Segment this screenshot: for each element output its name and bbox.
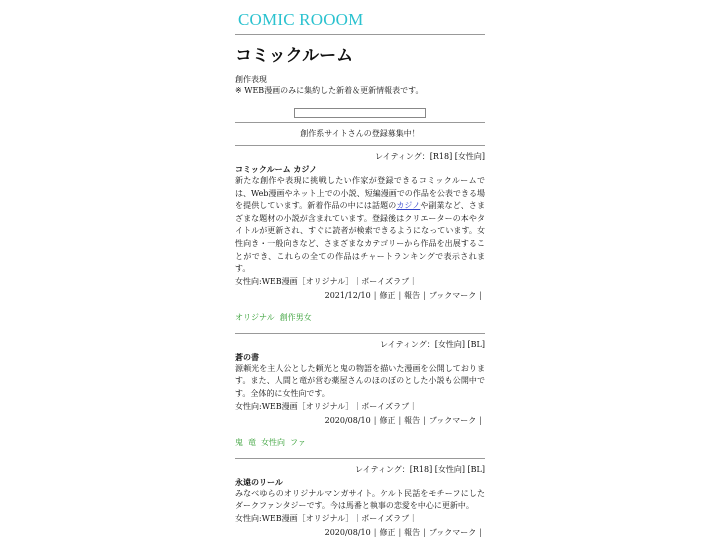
tag-link[interactable]: 鬼 — [235, 437, 243, 447]
tag-link[interactable]: 竜 — [248, 437, 256, 447]
separator: | — [423, 290, 426, 300]
entry-actions — [235, 415, 485, 427]
entry-date: 2021/12/10 — [324, 290, 371, 300]
entry-tags — [235, 437, 485, 448]
separator: | — [423, 527, 426, 537]
page-title: コミックルーム — [235, 46, 354, 66]
entry-description-text: や副業など、さまざまな題材の小説が含まれています。登録後はクリエーターの本やタイトルが更新され、すぐに読者が検索できるようになっています。女性向き・一般向きなど、さまざまなカテゴリーから作品を出展することができ、これらの全ての作品はチャートランキングで表示されます。 — [235, 201, 486, 274]
entry-description: 源頼光を主人公とした頼光と鬼の物語を描いた漫画を公開しております。また、人間と竜が営む薬屋さんのほのぼのとした小説も公開中です。全体的に女性向です。 — [235, 363, 485, 398]
page-column — [235, 0, 485, 539]
entry-title[interactable]: 永遠のリール — [235, 476, 283, 487]
separator: | — [373, 290, 377, 300]
entry-category: 女性向:WEB漫画［オリジナル］｜ボーイズラブ｜ — [235, 513, 418, 523]
tag-link[interactable]: 女性向 — [261, 437, 285, 447]
separator: | — [373, 527, 377, 537]
report-link[interactable]: 報告 — [404, 290, 421, 300]
separator: | — [398, 415, 402, 425]
entry-tags — [235, 312, 485, 323]
entry-description-text: 新たな創作や表現に挑戦したい作家が登録できるコミックルームでは、Web漫画やネット上での小説、短編漫画での作品を公表できる場を提供しています。新着作品の中には話題の — [235, 176, 485, 211]
site-entry — [235, 459, 485, 539]
search-input[interactable] — [294, 108, 426, 118]
bookmark-link[interactable]: ブックマーク — [428, 415, 477, 425]
separator: | — [479, 290, 482, 300]
site-entry — [235, 146, 485, 334]
separator: | — [398, 290, 402, 300]
edit-link[interactable]: 修正 — [379, 290, 396, 300]
report-link[interactable]: 報告 — [404, 527, 421, 537]
bookmark-link[interactable]: ブックマーク — [428, 290, 477, 300]
entry-description: みなべゆらのオリジナルマンガサイト。ケルト民話をモチーフにしたダークファンタジーです。今は馬番と執事の恋愛を中心に更新中。 — [235, 488, 485, 511]
separator: | — [479, 415, 482, 425]
tag-link[interactable]: 創作男女 — [279, 312, 312, 322]
separator: | — [423, 415, 426, 425]
entry-category: 女性向:WEB漫画［オリジナル］｜ボーイズラブ｜ — [235, 276, 418, 286]
site-entry — [235, 334, 485, 459]
report-link[interactable]: 報告 — [404, 415, 421, 425]
entry-title[interactable]: 蒼の書 — [235, 351, 259, 362]
entry-category: 女性向:WEB漫画［オリジナル］｜ボーイズラブ｜ — [235, 401, 418, 411]
desc-link[interactable]: カジノ — [396, 201, 421, 211]
site-note: ※ WEB漫画のみに集約した新着＆更新情報表です。 — [235, 86, 424, 95]
divider — [235, 34, 485, 35]
edit-link[interactable]: 修正 — [379, 527, 396, 537]
separator: | — [398, 527, 402, 537]
entry-rating: レイティング：[女性向] [BL] — [379, 339, 485, 349]
recruit-notice: 創作系サイトさんの登録募集中！ — [300, 129, 420, 138]
entry-title[interactable]: コミックルーム カジノ — [235, 164, 318, 174]
edit-link[interactable]: 修正 — [379, 415, 396, 425]
entry-rating: レイティング：[R18] [女性向] — [374, 152, 485, 161]
entry-date: 2020/08/10 — [324, 527, 371, 537]
site-subtitle: 創作表現 — [235, 75, 267, 84]
entry-rating: レイティング：[R18] [女性向] [BL] — [354, 464, 485, 474]
site-logo[interactable]: COMIC ROOOM — [238, 10, 364, 29]
separator: | — [479, 527, 482, 537]
entry-description — [235, 175, 485, 276]
separator: | — [373, 415, 377, 425]
entry-actions — [235, 527, 485, 539]
entry-date: 2020/08/10 — [324, 415, 371, 425]
entry-actions — [235, 290, 485, 302]
bookmark-link[interactable]: ブックマーク — [428, 527, 477, 537]
tag-link[interactable]: オリジナル — [235, 312, 275, 322]
tag-link[interactable]: ファ — [290, 437, 306, 447]
